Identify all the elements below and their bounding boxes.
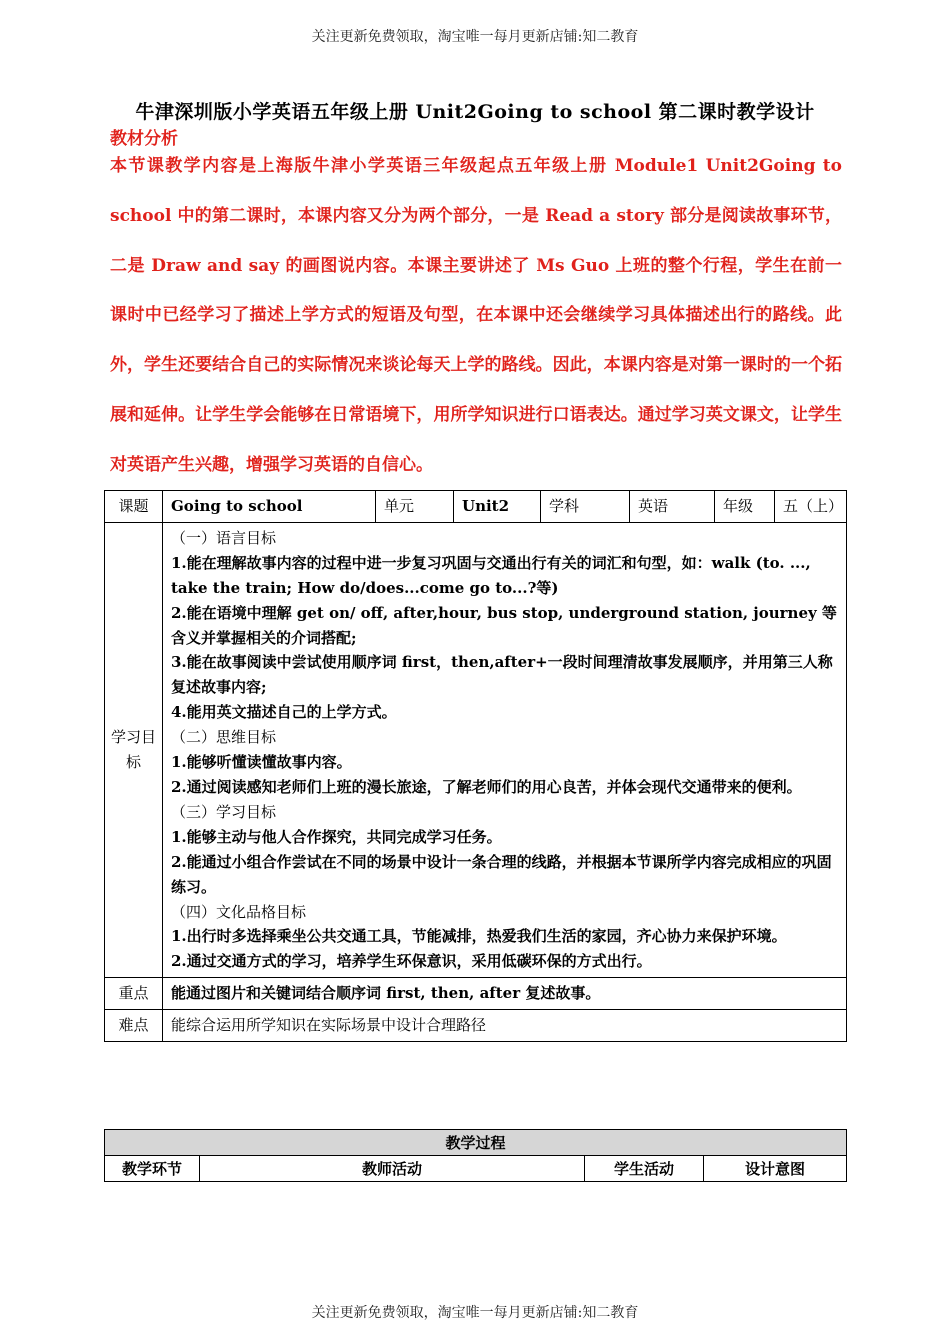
teaching-process-table xyxy=(104,1129,847,1182)
process-title-row xyxy=(105,1130,847,1156)
process-header-row xyxy=(105,1156,847,1182)
difficulty-label: 难点 xyxy=(105,1010,163,1042)
goals-label: 学习目标 xyxy=(105,522,163,977)
goal-item: 2.能在语境中理解 get on/ off, after,hour, bus stop, underground station, journey 等含义并掌握相关的介词搭配; xyxy=(171,603,837,647)
goal-heading-language: （一）语言目标 xyxy=(171,528,277,547)
goals-content xyxy=(163,522,847,977)
info-row-header xyxy=(105,491,847,523)
goal-heading-thinking: （二）思维目标 xyxy=(171,728,277,747)
lesson-info-table xyxy=(104,490,847,1042)
process-header-student: 学生活动 xyxy=(585,1156,704,1182)
goal-heading-culture: （四）文化品格目标 xyxy=(171,902,307,921)
footer-note: 关注更新免费领取，淘宝唯一每月更新店铺:知二教育 xyxy=(311,1305,639,1321)
topic-value: Going to school xyxy=(163,491,376,523)
unit-label: 单元 xyxy=(376,491,454,523)
key-label: 重点 xyxy=(105,978,163,1010)
header-note: 关注更新免费领取，淘宝唯一每月更新店铺:知二教育 xyxy=(311,29,639,45)
document-title: 牛津深圳版小学英语五年级上册 Unit2Going to school 第二课时教学设计 xyxy=(135,101,815,123)
analysis-heading: 教材分析 xyxy=(110,129,178,149)
goal-item: 4.能用英文描述自己的上学方式。 xyxy=(171,703,397,722)
goal-item: 1.出行时多选择乘坐公共交通工具，节能减排，热爱我们生活的家园，齐心协力来保护环境。 xyxy=(171,927,787,946)
process-title: 教学过程 xyxy=(105,1130,847,1156)
topic-label: 课题 xyxy=(105,491,163,523)
process-header-teacher: 教师活动 xyxy=(200,1156,585,1182)
info-row-goals xyxy=(105,522,847,977)
unit-value: Unit2 xyxy=(454,491,541,523)
goal-item: 2.通过交通方式的学习，培养学生环保意识，采用低碳环保的方式出行。 xyxy=(171,952,652,971)
grade-value: 五（上） xyxy=(775,491,847,523)
analysis-paragraph: 本节课教学内容是上海版牛津小学英语三年级起点五年级上册 Module1 Unit2Going to school 中的第二课时，本课内容又分为两个部分，一是 Read a story 部分是阅读故事环节，二是 Draw and say 的画图说内容。本课主要讲述了 Ms Guo 上班的整个行程，学生在前一课时中已经学习了描述上学方式的短语及句型，在本课中还会继续学习具体描述出行的路线。此外，学生还要结合自己的实际情况来谈论每天上学的路线。因此，本课内容是对第一课时的一个拓展和延伸。让学生学会能够在日常语境下，用所学知识进行口语表达。通过学习英文课文，让学生对英语产生兴趣，增强学习英语的自信心。 xyxy=(110,156,842,475)
grade-label: 年级 xyxy=(715,491,775,523)
subject-label: 学科 xyxy=(541,491,630,523)
difficulty-value: 能综合运用所学知识在实际场景中设计合理路径 xyxy=(163,1010,847,1042)
goal-item: 1.能够主动与他人合作探究，共同完成学习任务。 xyxy=(171,827,502,846)
goal-heading-learning: （三）学习目标 xyxy=(171,802,277,821)
info-row-difficulty xyxy=(105,1010,847,1042)
goal-item: 1.能够听懂读懂故事内容。 xyxy=(171,753,352,772)
process-header-intent: 设计意图 xyxy=(704,1156,847,1182)
info-row-key xyxy=(105,978,847,1010)
key-value: 能通过图片和关键词结合顺序词 first, then, after 复述故事。 xyxy=(163,978,847,1010)
goal-item: 1.能在理解故事内容的过程中进一步复习巩固与交通出行有关的词汇和句型，如：walk (to. ..., take the train; How do/does...come go to...?等) xyxy=(171,553,811,597)
process-header-stage: 教学环节 xyxy=(105,1156,200,1182)
goal-item: 2.能通过小组合作尝试在不同的场景中设计一条合理的线路，并根据本节课所学内容完成相应的巩固练习。 xyxy=(171,852,832,896)
goal-item: 2.通过阅读感知老师们上班的漫长旅途，了解老师们的用心良苦，并体会现代交通带来的便利。 xyxy=(171,777,802,796)
goal-item: 3.能在故事阅读中尝试使用顺序词 first，then,after+一段时间理清故事发展顺序，并用第三人称复述故事内容; xyxy=(171,653,833,697)
subject-value: 英语 xyxy=(630,491,715,523)
